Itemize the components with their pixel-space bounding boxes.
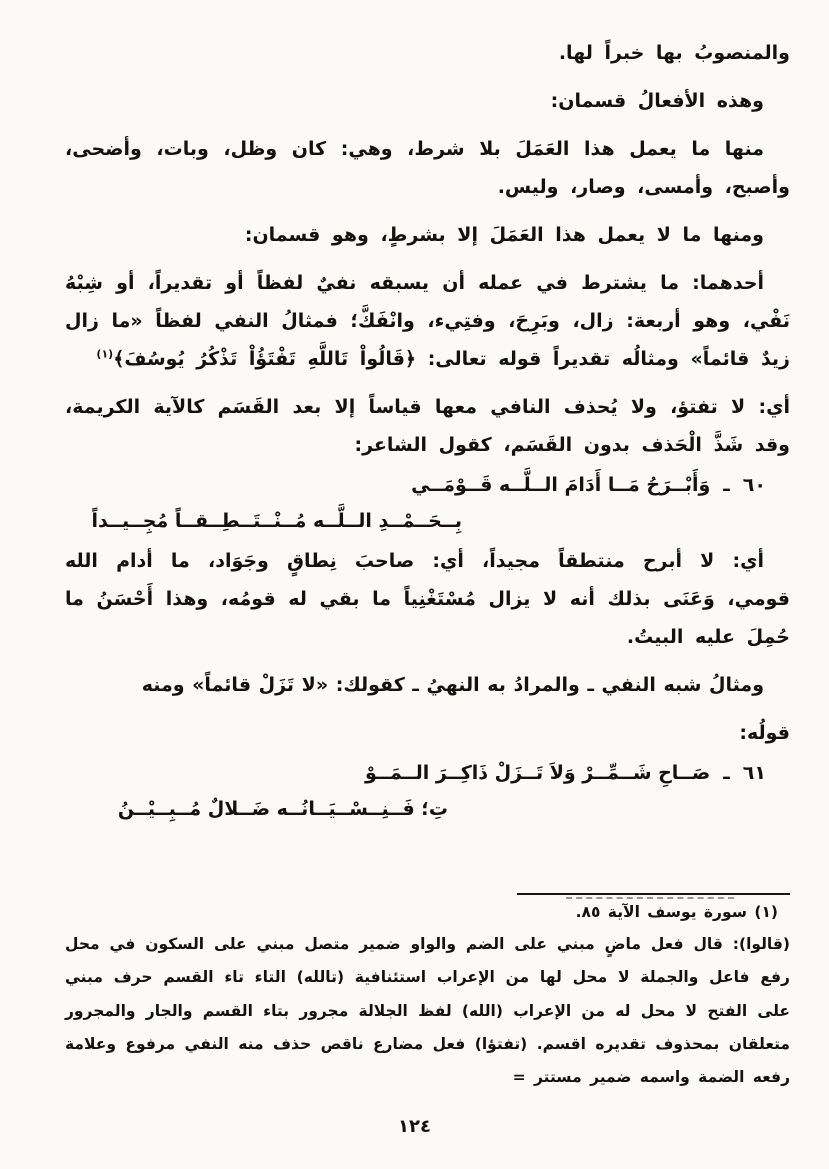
verse-60-dash: ـ — [723, 474, 730, 496]
paragraph-shibh-nafy: ومثالُ شبه النفي ـ والمرادُ به النهيُ ـ كقولك: «لا تَزَلْ قائماً» ومنه — [141, 674, 764, 696]
paragraph-first-category — [65, 264, 790, 378]
quran-verse: ﴿قَالُواْ تَاللَّهِ تَفْتَؤُاْ تَذْكُرُ يُوسُفَ﴾ — [113, 348, 417, 370]
footnote-separator-line — [517, 893, 790, 895]
verse-61-number: ٦١ — [742, 762, 766, 784]
paragraph-verbs-intro: وهذه الأفعالُ قسمان: — [550, 90, 764, 112]
verse-61-hemistich-2: تِ؛ فَــنِــسْــيَــانُــه ضَــلالٌ مُــبِــيْــنُ — [117, 798, 448, 820]
verse-61 — [65, 762, 790, 820]
paragraph-verse-60-commentary: أي: لا أبرح منتطقاً مجيداً، أي: صاحبَ نِطاقٍ وجَوَاد، ما أدام الله قومي، وَعَنَى بذلك أنه لا يزال مُسْتَغْنِياً ما بقي له قومُه، وهذا أَحْسَنُ ما حُمِلَ عليه البيتُ. — [65, 550, 790, 648]
verse-60-first-line — [65, 474, 766, 496]
verse-60-number: ٦٠ — [742, 474, 766, 496]
footnote-source: (١) سورة يوسف الآية ٨٥. — [575, 903, 778, 921]
footnote-separator-artifact — [566, 897, 734, 899]
verse-61-hemistich-1: صَــاحِ شَــمِّــرْ وَلاَ تَــزَلْ ذَاكِــرَ الــمَــوْ — [365, 762, 711, 784]
page-number: ١٢٤ — [398, 1116, 431, 1137]
verse-61-dash: ـ — [723, 762, 730, 784]
paragraph-shibh-nafy-tail: قولُه: — [739, 722, 790, 744]
main-text — [65, 34, 790, 830]
verse-60 — [65, 474, 790, 532]
footnote-commentary: (قالوا): قال فعل ماضٍ مبني على الضم والواو ضمير متصل مبني على السكون في محل رفع فاعل والجملة لا محل لها من الإعراب استئنافية (تالله) التاء تاء القسم حرف مبني على الفتح لا محل له من الإعراب (الله) لفظ الجلالة مجرور بتاء القسم والجار والمجرور متعلقان بمحذوف تقديره اقسم. (تفتؤا) فعل مضارع ناقص حذف منه النفي مرفوع وعلامة رفعه الضمة واسمه ضمير مستتر = — [65, 935, 790, 1087]
paragraph-conditional-verbs: ومنها ما لا يعمل هذا العَمَلَ إلا بشرطٍ، وهو قسمان: — [244, 224, 764, 246]
footnote-reference-1: (١) — [96, 347, 114, 361]
verse-60-hemistich-1: وَأَبْــرَحُ مَــا أَدَامَ الــلَّــه قَــوْمَــي — [411, 474, 711, 496]
lead-word-ahaduhuma: أحدهما: — [692, 272, 764, 294]
paragraph-khabar: والمنصوبُ بها خبراً لها. — [558, 42, 790, 64]
paragraph-explanation-negation: أي: لا تفتؤ، ولا يُحذف النافي معها قياساً إلا بعد القَسَم كالآية الكريمة، وقد شَذَّ الْحَذف بدون القَسَم، كقول الشاعر: — [65, 396, 790, 456]
paragraph-unconditional-verbs: منها ما يعمل هذا العَمَلَ بلا شرط، وهي: كان وظل، وبات، وأضحى، وأصبح، وأمسى، وصار، وليس. — [65, 138, 790, 198]
verse-60-hemistich-2: بِــحَــمْــدِ الــلَّــه مُــنْــتَــطِــقــاً مُجِــيــداً — [91, 510, 462, 532]
first-category-text: ما يشترط في عمله أن يسبقه نفيٌ لفظاً أو تقديراً، أو شِبْهُ نَفْي، وهو أربعة: زال، وبَرِحَ، وفتِيء، وانْفَكَّ؛ فمثالُ النفي لفظاً «ما زال زيدٌ قائماً» ومثالُه تقديراً قوله تعالى: — [65, 272, 790, 370]
verse-61-first-line — [65, 762, 766, 784]
footnotes-section — [65, 893, 790, 1095]
